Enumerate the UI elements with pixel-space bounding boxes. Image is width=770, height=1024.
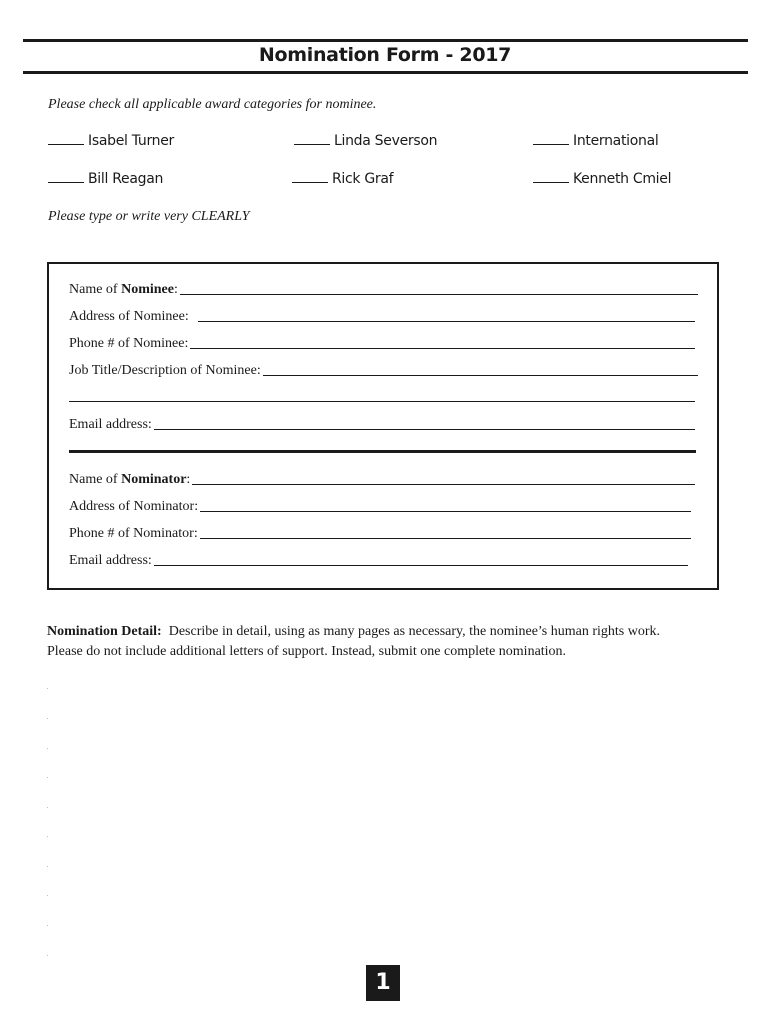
- checkbox-blank[interactable]: [533, 181, 569, 183]
- nominee-email-label: Email address:: [69, 417, 152, 432]
- nominator-address-line[interactable]: [200, 511, 691, 512]
- category-label: International: [573, 133, 659, 149]
- nominator-phone-line[interactable]: [200, 538, 691, 539]
- nominator-name-label: Name of Nominator:: [69, 472, 191, 487]
- faint-dot: [47, 688, 48, 689]
- nominator-phone-label: Phone # of Nominator:: [69, 526, 198, 541]
- nominee-phone-line[interactable]: [190, 348, 695, 349]
- faint-dot: [47, 955, 48, 956]
- category-rick-graf[interactable]: [292, 171, 393, 187]
- category-linda-severson[interactable]: [294, 133, 437, 149]
- nominee-phone-field[interactable]: [69, 334, 695, 352]
- faint-dot: [47, 895, 48, 896]
- checkbox-blank[interactable]: [533, 143, 569, 145]
- detail-heading: Nomination Detail:: [47, 624, 162, 639]
- nominee-name-label: Name of Nominee:: [69, 282, 178, 297]
- title-rule-bottom: [23, 71, 748, 74]
- detail-text-1: Describe in detail, using as many pages as necessary, the nominee’s human rights work.: [168, 624, 661, 639]
- faint-dot: [47, 777, 48, 778]
- nominator-phone-field[interactable]: [69, 524, 691, 542]
- category-bill-reagan[interactable]: [48, 171, 163, 187]
- clarity-instruction: Please type or write very CLEARLY: [48, 209, 250, 224]
- nominator-name-field[interactable]: [69, 470, 695, 488]
- detail-text-2: Please do not include additional letters of support. Instead, submit one complete nomination.: [47, 644, 567, 659]
- category-kenneth-cmiel[interactable]: [533, 171, 671, 187]
- nominee-phone-label: Phone # of Nominee:: [69, 336, 189, 351]
- nominee-email-line[interactable]: [154, 429, 695, 430]
- faint-dot: [47, 718, 48, 719]
- nominee-address-line[interactable]: [198, 321, 695, 322]
- nominee-address-label: Address of Nominee:: [69, 309, 189, 324]
- nominee-name-field[interactable]: [69, 280, 698, 298]
- nominee-job-line-2[interactable]: [69, 401, 695, 402]
- faint-dot: [47, 836, 48, 837]
- nominee-email-field[interactable]: [69, 415, 695, 433]
- checkbox-blank[interactable]: [48, 143, 84, 145]
- nominee-address-field[interactable]: [69, 307, 695, 325]
- nominator-name-line[interactable]: [192, 484, 695, 485]
- section-divider: [69, 450, 696, 453]
- faint-dot: [47, 866, 48, 867]
- contact-info-box: [47, 262, 719, 590]
- category-instruction: Please check all applicable award categories for nominee.: [48, 97, 377, 112]
- checkbox-blank[interactable]: [294, 143, 330, 145]
- checkbox-blank[interactable]: [292, 181, 328, 183]
- faint-dot: [47, 925, 48, 926]
- category-label: Bill Reagan: [88, 171, 164, 187]
- category-international[interactable]: [533, 133, 658, 149]
- faint-dot: [47, 748, 48, 749]
- checkbox-blank[interactable]: [48, 181, 84, 183]
- nominator-address-field[interactable]: [69, 497, 691, 515]
- faint-dot: [47, 807, 48, 808]
- nominee-name-line[interactable]: [180, 294, 698, 295]
- detail-line-1: [47, 622, 747, 642]
- category-label: Isabel Turner: [88, 133, 174, 149]
- nominator-email-line[interactable]: [154, 565, 688, 566]
- nominee-job-field[interactable]: [69, 361, 698, 379]
- category-label: Kenneth Cmiel: [573, 171, 672, 187]
- category-isabel-turner[interactable]: [48, 133, 174, 149]
- nomination-detail: [47, 622, 747, 662]
- category-label: Rick Graf: [332, 171, 394, 187]
- form-title: Nomination Form - 2017: [258, 44, 512, 66]
- nominator-email-label: Email address:: [69, 553, 152, 568]
- category-label: Linda Severson: [334, 133, 438, 149]
- nominator-address-label: Address of Nominator:: [69, 499, 199, 514]
- nominator-email-field[interactable]: [69, 551, 688, 569]
- title-rule-top: [23, 39, 748, 42]
- nominee-job-line[interactable]: [263, 375, 698, 376]
- page-number-badge: 1: [366, 965, 400, 1001]
- nominee-job-label: Job Title/Description of Nominee:: [69, 363, 261, 378]
